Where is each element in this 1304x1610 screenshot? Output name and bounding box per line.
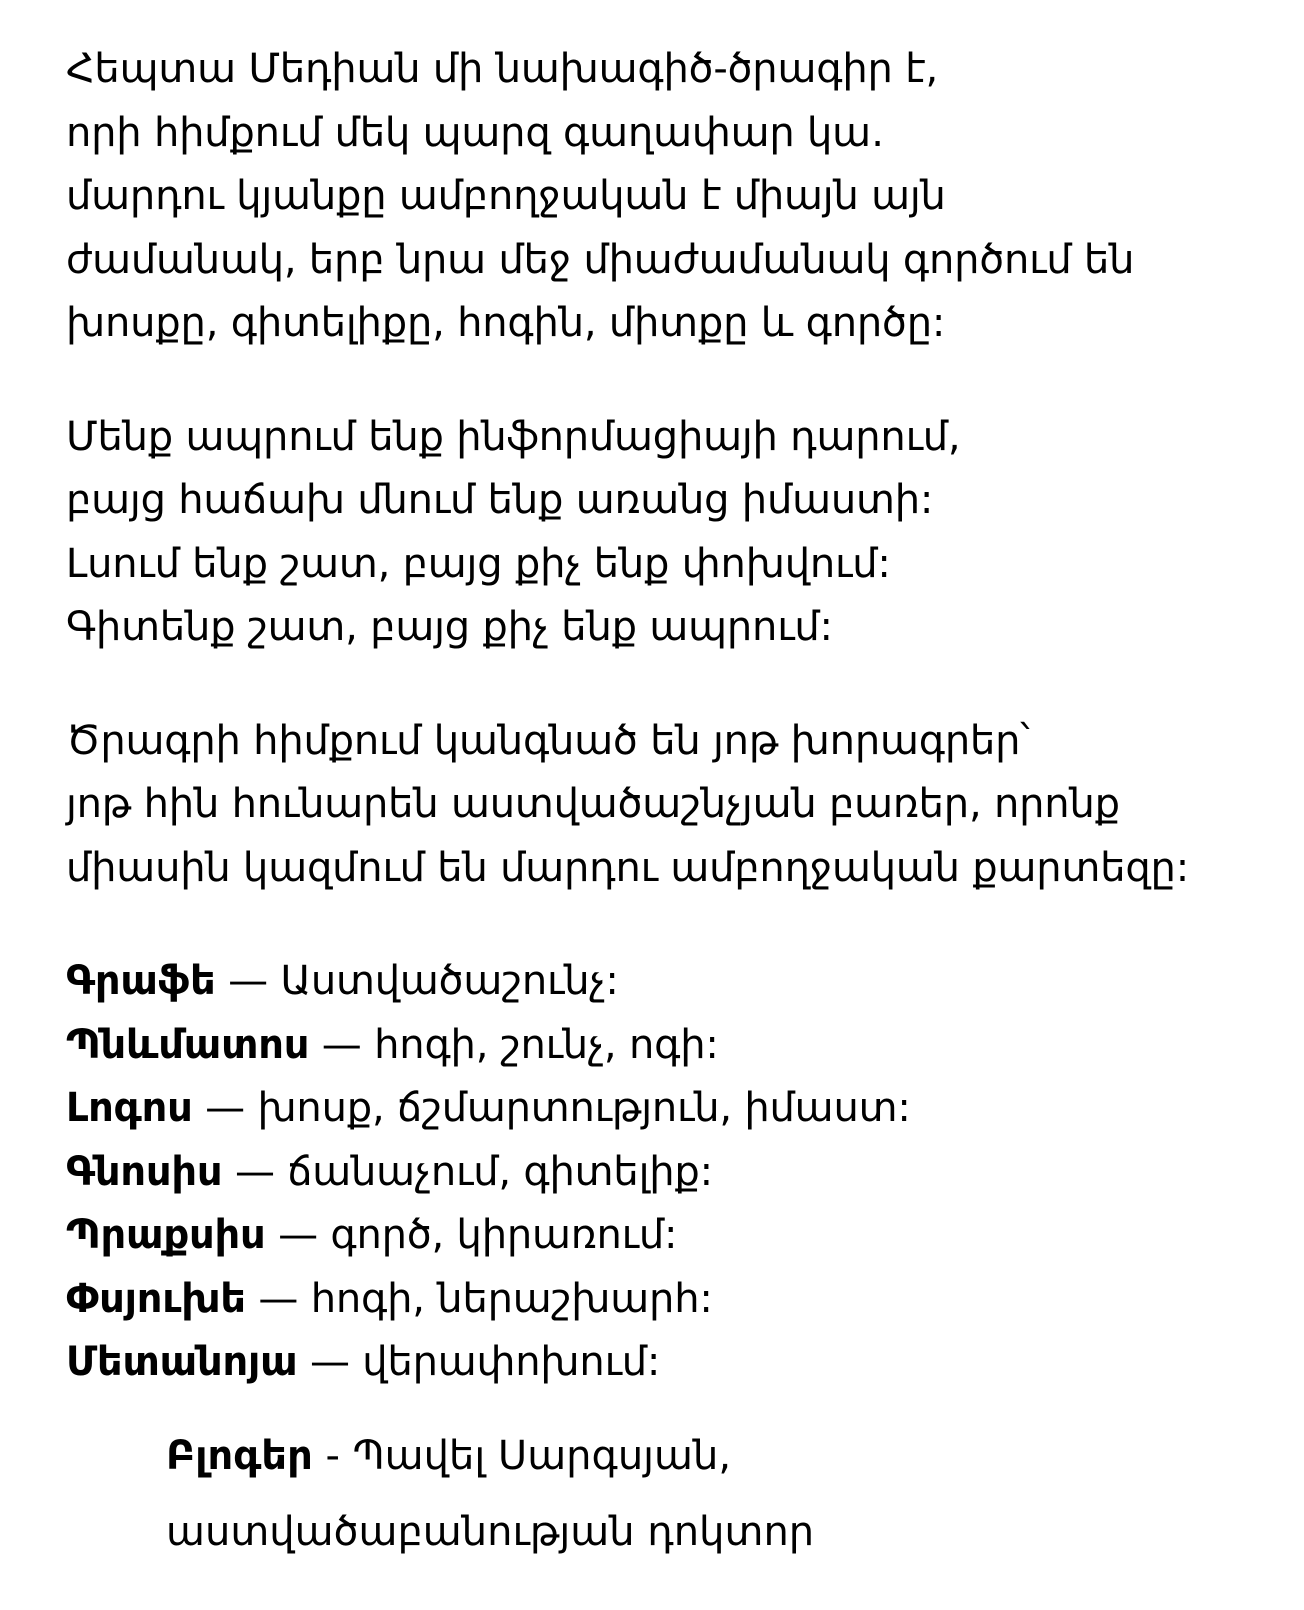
term-meaning: հոգի, շունչ, ոգի:	[374, 1021, 719, 1068]
text-line: Գիտենք շատ, բայց քիչ ենք ապրում:	[66, 604, 833, 650]
term-name: Գրաֆե	[66, 958, 216, 1004]
term-meaning: խոսք, ճշմարտություն, իմաստ:	[257, 1085, 911, 1131]
term-item	[66, 1331, 1286, 1395]
term-meaning: վերափոխում:	[362, 1339, 661, 1385]
seven-headings-paragraph	[66, 710, 1286, 901]
text-line: յոթ հին հունարեն աստվածաշնչյան բառեր, որոնք	[66, 781, 1120, 827]
term-name: Լոգոս	[66, 1085, 193, 1131]
term-item	[66, 1077, 1286, 1141]
term-name: Գնոսիս	[66, 1148, 223, 1195]
signature-separator: -	[312, 1433, 353, 1479]
term-item	[66, 1268, 1286, 1332]
term-separator: —	[192, 1085, 258, 1131]
terms-list	[66, 950, 1286, 1395]
term-name: Փսյուխե	[66, 1275, 246, 1322]
text-line: բայց հաճախ մնում ենք առանց իմաստի:	[66, 477, 934, 523]
text-line: ժամանակ, երբ նրա մեջ միաժամանակ գործում են	[66, 236, 1135, 283]
text-line: խոսքը, գիտելիքը, հոգին, միտքը և գործը:	[66, 300, 946, 346]
signature-line	[166, 1418, 814, 1494]
term-name: Պնևմատոս	[66, 1021, 310, 1068]
term-item	[66, 1141, 1286, 1205]
term-name: Մետանոյա	[66, 1339, 298, 1385]
term-separator: —	[245, 1275, 311, 1322]
term-separator: —	[222, 1148, 288, 1195]
document-body	[66, 38, 1286, 1395]
author-name: Պավել Սարգսյան,	[352, 1433, 732, 1479]
text-line: մարդու կյանքը ամբողջական է միայն այն	[66, 173, 946, 219]
term-meaning: հոգի, ներաշխարհ:	[310, 1275, 713, 1322]
term-separator: —	[297, 1339, 363, 1385]
term-meaning: ճանաչում, գիտելիք:	[287, 1148, 713, 1195]
term-separator: —	[309, 1021, 375, 1068]
author-signature	[166, 1418, 814, 1570]
term-separator: —	[215, 958, 281, 1004]
intro-paragraph	[66, 38, 1286, 356]
term-meaning: գործ, կիրառում:	[330, 1212, 678, 1258]
term-item	[66, 1204, 1286, 1268]
signature-label: Բլոգեր	[166, 1433, 313, 1479]
term-name: Պրաքսիս	[66, 1212, 266, 1258]
author-title: աստվածաբանության դոկտոր	[166, 1509, 815, 1555]
term-item	[66, 1014, 1286, 1078]
text-line: Մենք ապրում ենք ինֆորմացիայի դարում,	[66, 413, 961, 460]
text-line: Հեպտա Մեդիան մի նախագիծ-ծրագիր է,	[66, 46, 939, 92]
text-line: որի հիմքում մեկ պարզ գաղափար կա․	[66, 109, 885, 156]
information-age-paragraph	[66, 406, 1286, 660]
term-separator: —	[265, 1212, 331, 1258]
text-line: Լսում ենք շատ, բայց քիչ ենք փոխվում:	[66, 540, 891, 587]
term-item	[66, 950, 1286, 1014]
text-line: Ծրագրի հիմքում կանգնած են յոթ խորագրեր՝	[66, 717, 1030, 764]
term-meaning: Աստվածաշունչ:	[280, 958, 619, 1004]
text-line: միասին կազմում են մարդու ամբողջական քարտեզը:	[66, 844, 1189, 891]
